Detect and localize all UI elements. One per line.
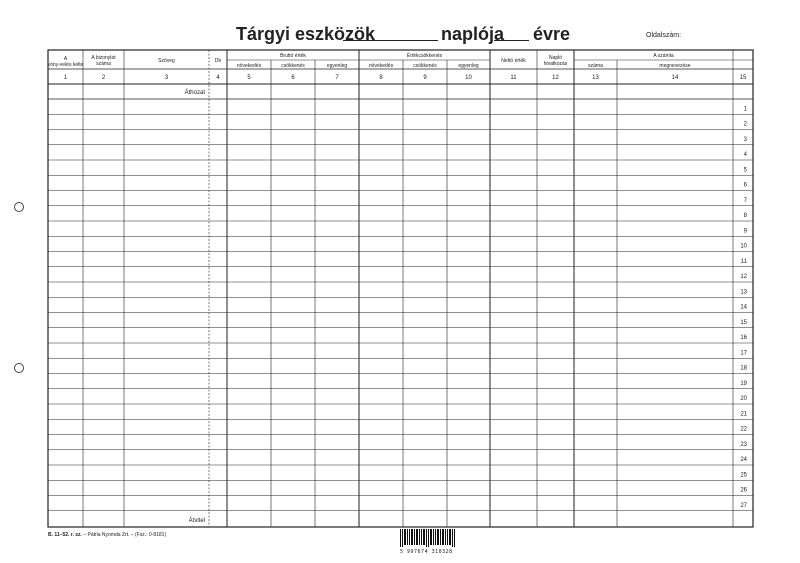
column-number: 11 bbox=[510, 75, 517, 81]
row-number: 12 bbox=[740, 274, 747, 280]
row-number: 20 bbox=[740, 396, 747, 402]
header-bizonylat: A bizonylat bbox=[91, 55, 116, 61]
page-number-label: Oldalszám: bbox=[646, 32, 682, 39]
column-number: 14 bbox=[671, 75, 679, 81]
row-number: 14 bbox=[740, 304, 747, 311]
header-konyveles: köny-velés kelte bbox=[47, 62, 84, 68]
header-szoveg: Szöveg bbox=[158, 58, 175, 64]
row-number: 4 bbox=[743, 152, 747, 158]
row-number: 15 bbox=[740, 319, 747, 326]
row-number: 19 bbox=[740, 380, 747, 387]
header-brutto-novekedes: növekedés bbox=[236, 63, 262, 69]
column-number: 3 bbox=[164, 75, 169, 81]
column-number: 4 bbox=[216, 75, 220, 81]
column-number: 6 bbox=[291, 75, 295, 81]
title-part-2: naplója bbox=[441, 24, 505, 44]
form-code: B. 11–52. r. sz. bbox=[48, 532, 82, 538]
column-number: 13 bbox=[592, 75, 599, 81]
group-header-szamla: A számla bbox=[653, 53, 674, 59]
row-number: 9 bbox=[743, 228, 747, 235]
row-number: 25 bbox=[740, 472, 747, 479]
column-number: 7 bbox=[335, 75, 339, 81]
row-number: 18 bbox=[740, 365, 747, 372]
column-number: 15 bbox=[739, 75, 747, 81]
row-number: 3 bbox=[743, 136, 747, 143]
table-frame bbox=[48, 50, 753, 527]
group-header-brutto: Bruttó érték bbox=[280, 53, 306, 59]
publisher-text: – Pátria Nyomda Zrt. – (Fsz.: 0-8181) bbox=[83, 532, 167, 538]
column-number: 9 bbox=[423, 75, 427, 81]
row-number: 21 bbox=[740, 411, 747, 418]
header-ecs-novekedes: növekedés bbox=[368, 63, 394, 69]
title-part-3: évre bbox=[533, 24, 571, 44]
column-number: 12 bbox=[552, 75, 559, 81]
row-number: 27 bbox=[740, 502, 747, 509]
row-number: 6 bbox=[743, 182, 747, 189]
header-naplo: hivatkozás bbox=[543, 61, 568, 67]
header-szamla-megnevezese: megnevezése bbox=[659, 63, 691, 69]
header-bizonylat: száma bbox=[96, 61, 111, 67]
column-number: 8 bbox=[379, 75, 383, 81]
row-number: 26 bbox=[740, 487, 747, 494]
column-number: 1 bbox=[63, 75, 68, 81]
row-number: 2 bbox=[743, 121, 747, 128]
header-ecs-csokkenes: csökkenés bbox=[413, 63, 437, 69]
barcode-number: 5 997674 310328 bbox=[400, 549, 453, 555]
barcode-icon bbox=[400, 529, 455, 547]
row-number: 8 bbox=[743, 213, 747, 219]
row-number: 11 bbox=[740, 258, 747, 265]
header-netto: Nettó érték bbox=[501, 58, 526, 64]
row-number: 5 bbox=[743, 167, 747, 174]
group-header-ertekcsokkenes: Értékcsökkenés bbox=[406, 53, 443, 59]
row-number: 23 bbox=[740, 441, 747, 448]
form-footer bbox=[48, 532, 166, 538]
header-konyveles: A bbox=[63, 56, 68, 62]
row-number: 1 bbox=[743, 106, 747, 113]
row-number: 10 bbox=[740, 243, 747, 250]
column-number: 2 bbox=[101, 75, 106, 81]
header-brutto-egyenleg: egyenleg bbox=[326, 63, 348, 69]
header-szamla-szama: száma bbox=[588, 63, 603, 69]
header-brutto-csokkenes: csökkenés bbox=[281, 63, 305, 69]
row-number: 16 bbox=[740, 335, 747, 341]
header-db: Db bbox=[214, 58, 222, 64]
row-number: 22 bbox=[740, 426, 747, 433]
row-number: 17 bbox=[740, 350, 747, 357]
carry-out-label: Átvitel bbox=[188, 518, 205, 524]
carry-in-label: Áthozat bbox=[184, 90, 205, 96]
header-naplo: Napló bbox=[548, 55, 563, 61]
row-number: 13 bbox=[740, 289, 747, 296]
column-number: 10 bbox=[465, 75, 472, 81]
column-number: 5 bbox=[247, 75, 251, 81]
row-number: 7 bbox=[743, 197, 747, 204]
header-ecs-egyenleg: egyenleg bbox=[458, 63, 479, 69]
row-number: 24 bbox=[740, 457, 747, 463]
title-part-1: Tárgyi eszközök bbox=[236, 24, 376, 44]
